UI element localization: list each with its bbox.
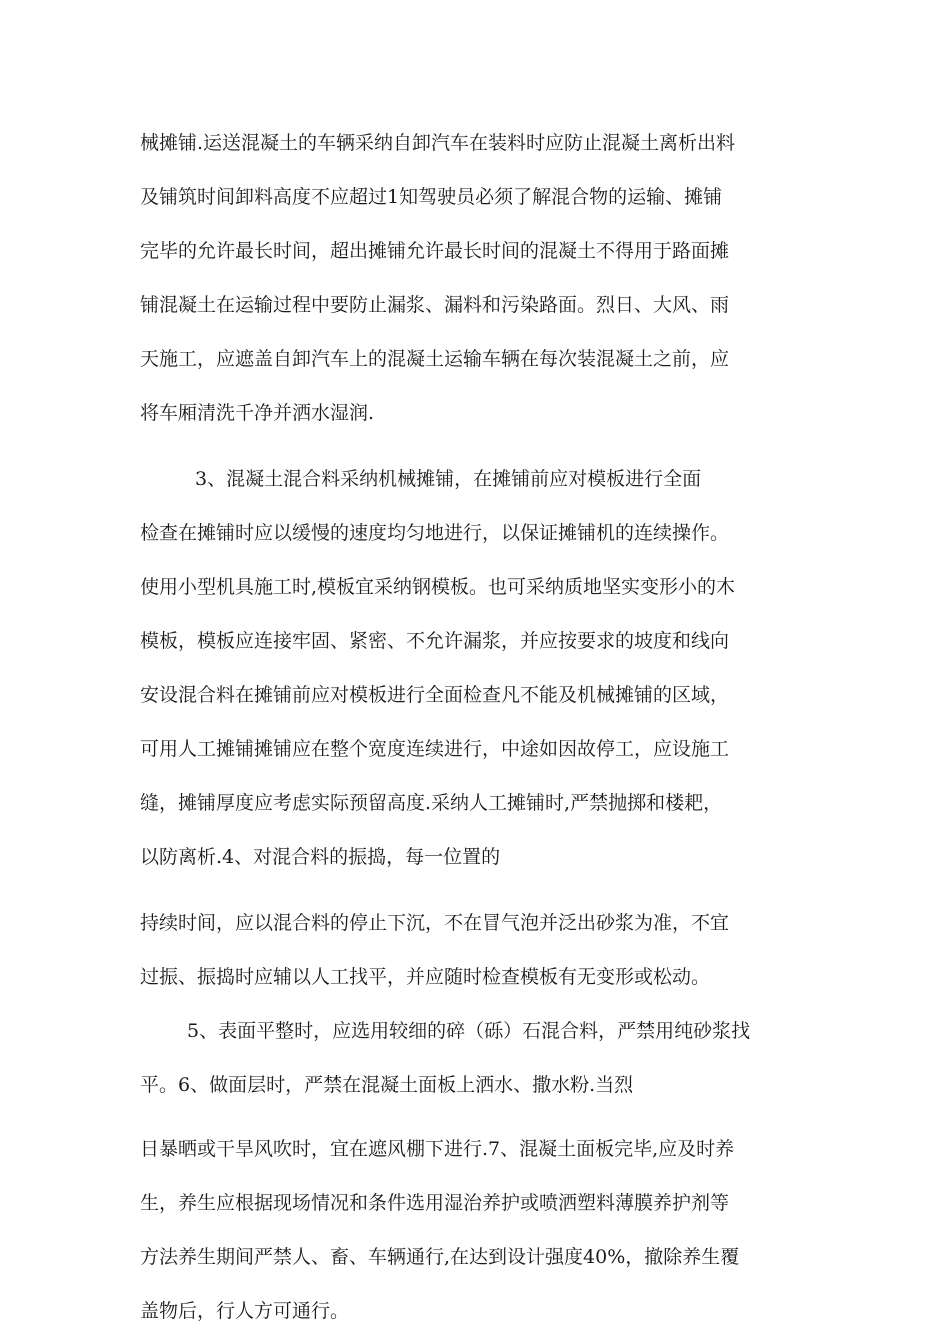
text-line: 5、表面平整时，应选用较细的碎（砾）石混合料，严禁用纯砂浆找 — [187, 1020, 751, 1042]
text-line: 将车厢清洗千净并洒水湿润. — [140, 402, 375, 424]
text-line: 过振、振捣时应辅以人工找平，并应随时检查模板有无变形或松动。 — [140, 966, 711, 988]
text-line: 缝，摊铺厚度应考虑实际预留高度.采纳人工摊铺时,严禁抛掷和楼耙， — [140, 792, 723, 814]
text-line: 方法养生期间严禁人、畜、车辆通行,在达到设计强度40%，撤除养生覆 — [140, 1246, 740, 1268]
text-line: 模板，模板应连接牢固、紧密、不允许漏浆，并应按要求的坡度和线向 — [140, 630, 730, 652]
text-line: 生，养生应根据现场情况和条件选用湿治养护或喷洒塑料薄膜养护剂等 — [140, 1192, 730, 1214]
text-line: 可用人工摊铺摊铺应在整个宽度连续进行，中途如因故停工，应设施工 — [140, 738, 730, 760]
text-line: 完毕的允许最长时间，超出摊铺允许最长时间的混凝土不得用于路面摊 — [140, 240, 730, 262]
text-line: 持续时间，应以混合料的停止下沉，不在冒气泡并泛出砂浆为准，不宜 — [140, 912, 730, 934]
text-line: 盖物后，行人方可通行。 — [140, 1300, 350, 1322]
text-line: 检查在摊铺时应以缓慢的速度均匀地进行，以保证摊铺机的连续操作。 — [140, 522, 730, 544]
text-line: 使用小型机具施工时,模板宜采纳钢模板。也可采纳质地坚实变形小的木 — [140, 576, 736, 598]
text-line: 天施工，应遮盖自卸汽车上的混凝土运输车辆在每次装混凝土之前，应 — [140, 348, 730, 370]
text-line: 日暴晒或干旱风吹时，宜在遮风棚下进行.7、混凝土面板完毕,应及时养 — [140, 1138, 735, 1160]
text-line: 及铺筑时间卸料高度不应超过1知驾驶员必须了解混合物的运输、摊铺 — [140, 186, 723, 208]
text-line: 平。6、做面层时，严禁在混凝土面板上洒水、撒水粉.当烈 — [140, 1074, 634, 1096]
text-line: 以防离析.4、对混合料的振捣，每一位置的 — [140, 846, 501, 868]
text-line: 3、混凝土混合料采纳机械摊铺，在摊铺前应对模板进行全面 — [195, 468, 702, 490]
text-line: 安设混合料在摊铺前应对模板进行全面检查凡不能及机械摊铺的区域， — [140, 684, 730, 706]
text-line: 械摊铺.运送混凝土的车辆采纳自卸汽车在装料时应防止混凝土离析出料 — [140, 132, 736, 154]
text-line: 铺混凝土在运输过程中要防止漏浆、漏料和污染路面。烈日、大风、雨 — [140, 294, 730, 316]
